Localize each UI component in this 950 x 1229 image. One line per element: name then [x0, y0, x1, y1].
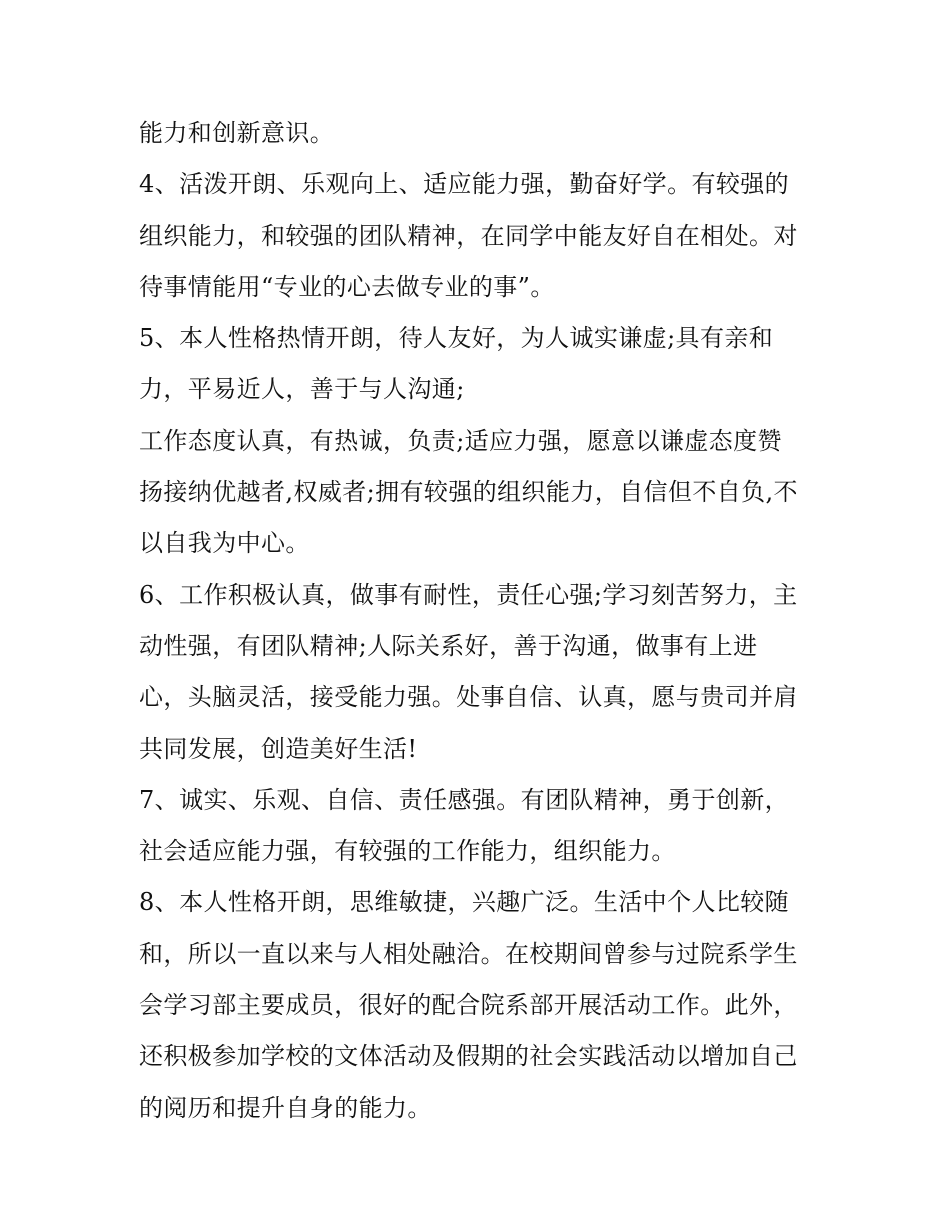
text-line: 力，平易近人，善于与人沟通;	[139, 375, 465, 404]
text-line: 组织能力，和较强的团队精神，在同学中能友好自在相处。对	[139, 221, 798, 250]
text-line: 8、本人性格开朗，思维敏捷，兴趣广泛。生活中个人比较随	[139, 888, 790, 917]
text-line: 7、诚实、乐观、自信、责任感强。有团队精神，勇于创新，	[139, 785, 790, 814]
text-line: 还积极参加学校的文体活动及假期的社会实践活动以增加自己	[139, 1042, 798, 1071]
text-line: 扬接纳优越者,权威者;拥有较强的组织能力，自信但不自负,不	[139, 478, 798, 507]
text-line: 的阅历和提升自身的能力。	[139, 1093, 432, 1122]
text-line: 待事情能用“专业的心去做专业的事”。	[139, 272, 555, 301]
text-line: 心，头脑灵活，接受能力强。处事自信、认真，愿与贵司并肩	[139, 683, 798, 712]
text-line: 以自我为中心。	[139, 529, 310, 558]
text-line: 5、本人性格热情开朗，待人友好，为人诚实谦虚;具有亲和	[139, 324, 774, 353]
text-line: 共同发展，创造美好生活!	[139, 734, 418, 763]
text-line: 工作态度认真，有热诚，负责;适应力强，愿意以谦虚态度赞	[139, 426, 782, 455]
text-line: 和，所以一直以来与人相处融洽。在校期间曾参与过院系学生	[139, 939, 798, 968]
text-line: 会学习部主要成员，很好的配合院系部开展活动工作。此外，	[139, 991, 798, 1020]
text-line: 4、活泼开朗、乐观向上、适应能力强，勤奋好学。有较强的	[139, 170, 790, 199]
text-line: 动性强，有团队精神;人际关系好，善于沟通，做事有上进	[139, 631, 758, 660]
text-line: 能力和创新意识。	[139, 119, 335, 147]
text-line: 社会适应能力强，有较强的工作能力，组织能力。	[139, 837, 676, 866]
document-body	[139, 108, 819, 1134]
text-line: 6、工作积极认真，做事有耐性，责任心强;学习刻苦努力，主	[139, 580, 798, 609]
